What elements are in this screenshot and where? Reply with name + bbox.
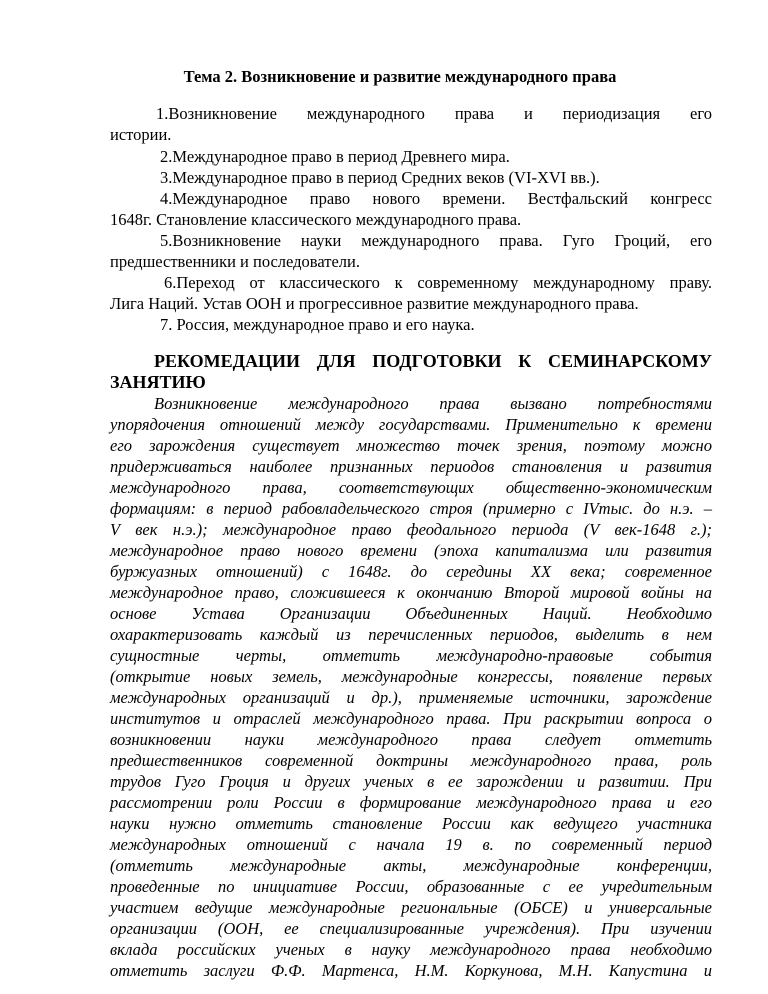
paragraph-line: международных организаций и др.), применяемые источники, зарождение bbox=[110, 688, 712, 707]
paragraph-line: придерживаться наиболее признанных периодов становления и развития bbox=[110, 457, 712, 476]
paragraph-line: (отметить международные акты, международные конференции, bbox=[110, 856, 712, 875]
paragraph-line: международного права, соответствующих общественно-экономическим bbox=[110, 478, 712, 497]
paragraph-line: рассмотрении роли России в формирование международного права и его bbox=[110, 793, 712, 812]
list-item-2: 2.Международное право в период Древнего мира. bbox=[160, 147, 510, 166]
list-item-5-continued: предшественники и последователи. bbox=[110, 252, 360, 271]
list-item-5: 5.Возникновение науки международного права. Гуго Гроций, его bbox=[160, 231, 712, 250]
paragraph-line: вклада российских ученых в науку международного права необходимо bbox=[110, 940, 712, 959]
paragraph-line: науки нужно отметить становление России как ведущего участника bbox=[110, 814, 712, 833]
paragraph-line: институтов и отраслей международного права. При раскрытии вопроса о bbox=[110, 709, 712, 728]
paragraph-line: Возникновение международного права вызвано потребностями bbox=[154, 394, 712, 413]
paragraph-line: формациям: в период рабовладельческого строя (примерно с IVтыс. до н.э. – bbox=[110, 499, 712, 518]
list-item-6-continued: Лига Наций. Устав ООН и прогрессивное развитие международного права. bbox=[110, 294, 639, 313]
paragraph-line: трудов Гуго Гроция и других ученых в ее зарождении и развитии. При bbox=[110, 772, 712, 791]
list-item-7: 7. Россия, международное право и его наука. bbox=[160, 315, 475, 334]
list-item-1: 1.Возникновение международного права и периодизация его bbox=[156, 104, 712, 123]
paragraph-line: (открытие новых земель, международные конгрессы, появление первых bbox=[110, 667, 712, 686]
list-item-1-continued: истории. bbox=[110, 125, 172, 144]
paragraph-line: предшественников современной доктрины международного права, роль bbox=[110, 751, 712, 770]
list-item-3: 3.Международное право в период Средних веков (VI-XVI вв.). bbox=[160, 168, 600, 187]
paragraph-line: сущностные черты, отметить международно-правовые события bbox=[110, 646, 712, 665]
recommendations-heading: РЕКОМЕДАЦИИ ДЛЯ ПОДГОТОВКИ К СЕМИНАРСКОМУ bbox=[154, 351, 712, 371]
recommendations-heading-continued: ЗАНЯТИЮ bbox=[110, 372, 206, 392]
paragraph-line: его зарождения существует множество точек зрения, поэтому можно bbox=[110, 436, 712, 455]
paragraph-line: проведенные по инициативе России, образованные с ее учредительным bbox=[110, 877, 712, 896]
paragraph-line: международных отношений с начала 19 в. по современный период bbox=[110, 835, 712, 854]
page-title: Тема 2. Возникновение и развитие международного права bbox=[183, 67, 617, 86]
list-item-4: 4.Международное право нового времени. Вестфальский конгресс bbox=[160, 189, 712, 208]
paragraph-line: международное право нового времени (эпоха капитализма или развития bbox=[110, 541, 712, 560]
list-item-4-continued: 1648г. Становление классического международного права. bbox=[110, 210, 522, 229]
paragraph-line: охарактеризовать каждый из перечисленных периодов, выделить в нем bbox=[110, 625, 712, 644]
list-item-6: 6.Переход от классического к современному международному праву. bbox=[164, 273, 712, 292]
paragraph-line: буржуазных отношений) с 1648г. до середины XX века; современное bbox=[110, 562, 712, 581]
paragraph-line: упорядочения отношений между государствами. Применительно к времени bbox=[110, 415, 712, 434]
paragraph-line: V век н.э.); международное право феодального периода (V век-1648 г.); bbox=[110, 520, 712, 539]
paragraph-line: отметить заслуги Ф.Ф. Мартенса, Н.М. Коркунова, М.Н. Капустина и bbox=[110, 961, 712, 980]
paragraph-line: организации (ООН, ее специализированные учреждения). При изучении bbox=[110, 919, 712, 938]
paragraph-line: участием ведущие международные региональные (ОБСЕ) и универсальные bbox=[110, 898, 712, 917]
paragraph-line: международное право, сложившееся к окончанию Второй мировой войны на bbox=[110, 583, 712, 602]
paragraph-line: основе Устава Организации Объединенных Наций. Необходимо bbox=[110, 604, 712, 623]
paragraph-line: возникновении науки международного права следует отметить bbox=[110, 730, 712, 749]
